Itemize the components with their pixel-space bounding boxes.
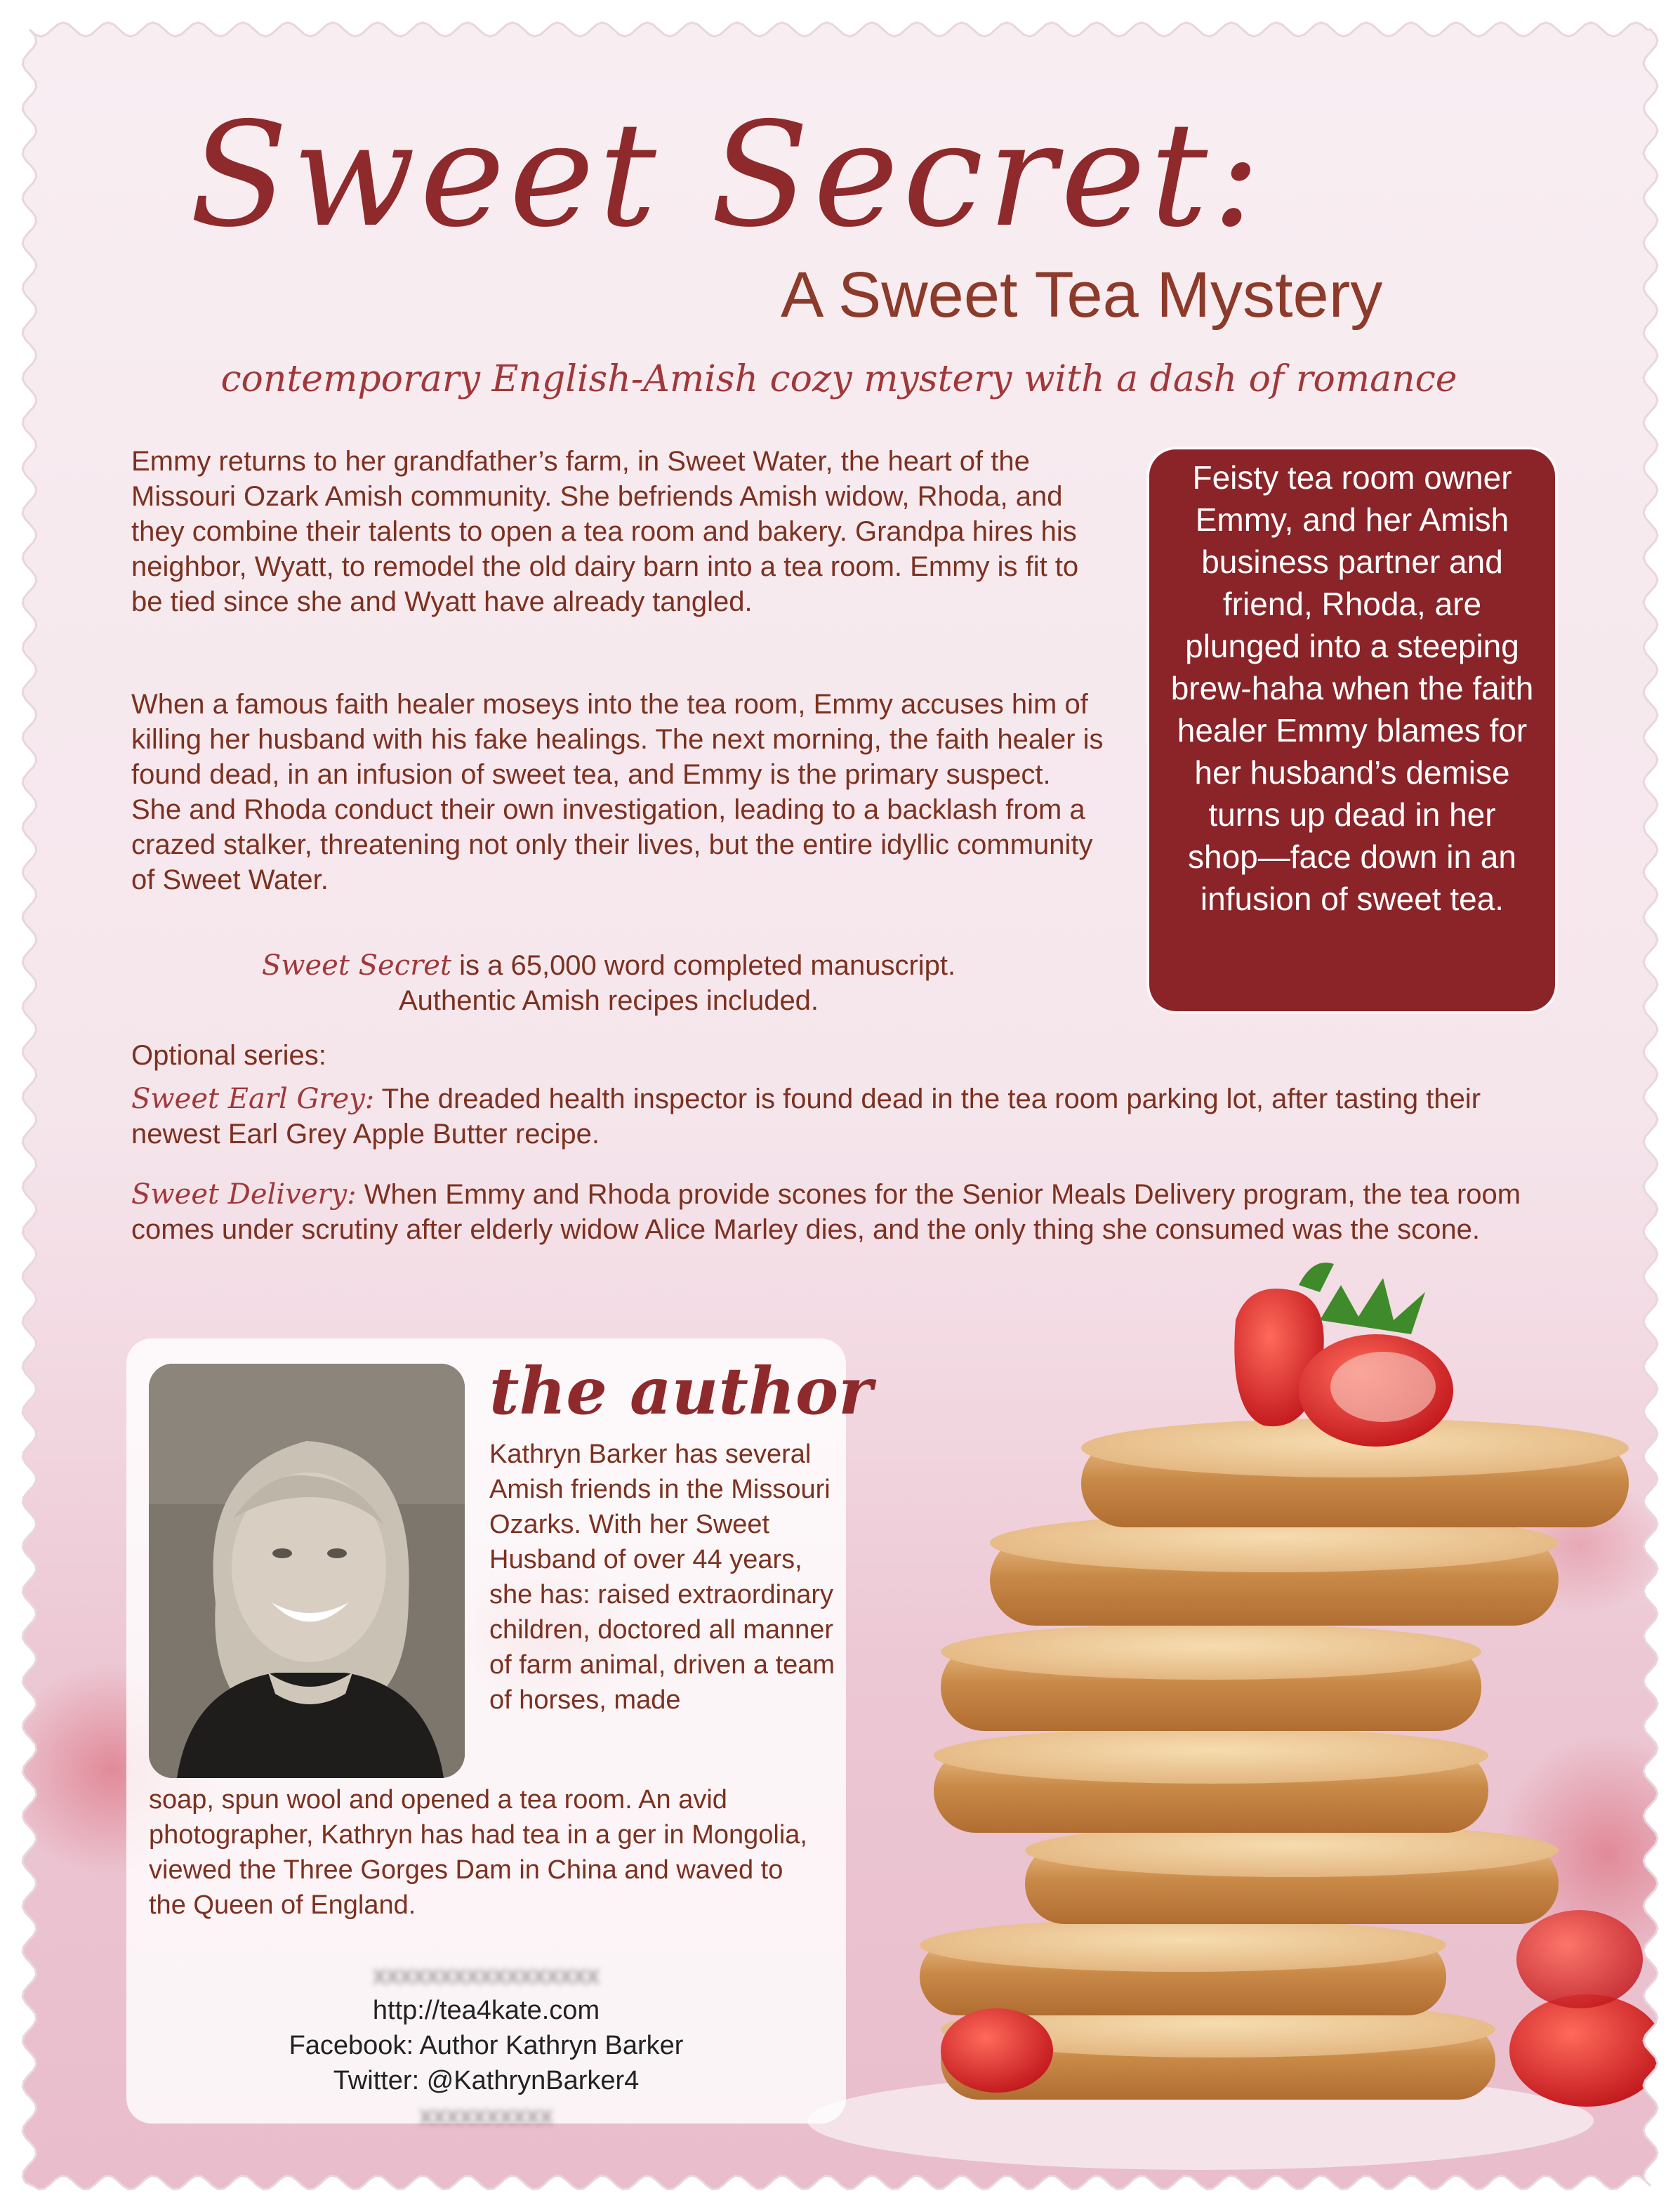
synopsis-paragraph-1: Emmy returns to her grandfather’s farm, in Sweet Water, the heart of the Missouri Ozark Amish community. She befriends Amish widow, Rhoda, and they combine their talents to open a tea room and bakery. Grandpa hires his neighbor, Wyatt, to remodel the old dairy barn into a tea room. Emmy is fit to be tied since she and Wyatt have already tangled. xyxy=(131,446,1079,617)
manuscript-note xyxy=(131,948,1086,1018)
manuscript-title: Sweet Secret xyxy=(261,949,451,982)
manuscript-line-1: is a 65,000 word completed manuscript. xyxy=(451,950,956,981)
author-portrait-image xyxy=(149,1364,465,1778)
twitter-link[interactable]: Twitter: @KathrynBarker4 xyxy=(333,2066,640,2095)
redacted-phone: xxxxxxxxxx xyxy=(419,2101,553,2131)
author-bio-bottom: soap, spun wool and opened a tea room. An avid photographer, Kathryn has had tea in a ger in Mongolia, viewed the Three Gorges Dam in China and waved to the Queen of England. xyxy=(149,1785,807,1920)
pitch-callout-box xyxy=(1149,449,1555,1011)
book-subtitle: A Sweet Tea Mystery xyxy=(781,259,1383,331)
redacted-email: xxxxxxxxxxxxxxxxx xyxy=(373,1961,600,1990)
series-title: Sweet Delivery: xyxy=(131,1178,357,1211)
manuscript-line-2: Authentic Amish recipes included. xyxy=(398,985,819,1016)
series-description: The dreaded health inspector is found dead in the tea room parking lot, after tasting their newest Earl Grey Apple Butter recipe. xyxy=(131,1084,1481,1150)
author-bio-top: Kathryn Barker has several Amish friends in the Missouri Ozarks. With her Sweet Husband of over 44 years, she has: raised extraordinary children, doctored all manner of farm animal, driven a team of horses, made xyxy=(489,1440,835,1715)
series-description: When Emmy and Rhoda provide scones for the Senior Meals Delivery program, the tea room comes under scrutiny after elderly widow Alice Marley dies, and the only thing she consumed was the scone. xyxy=(131,1179,1521,1245)
genre-tagline: contemporary English-Amish cozy mystery with a dash of romance xyxy=(220,358,1457,400)
website-link[interactable]: http://tea4kate.com xyxy=(372,1996,600,2025)
book-title: Sweet Secret: xyxy=(190,92,1265,259)
author-card xyxy=(126,1338,873,2131)
series-item xyxy=(131,1177,1556,1247)
synopsis-paragraph-2: When a famous faith healer moseys into the tea room, Emmy accuses him of killing her husband with his fake healings. The next morning, the faith healer is found dead, in an infusion of sweet tea, and Emmy is the primary suspect. She and Rhoda conduct their own investigation, leading to a backlash from a crazed stalker, threatening not only their lives, but the entire idyllic community of Sweet Water. xyxy=(131,689,1104,895)
author-photo xyxy=(149,1364,465,1778)
author-contact xyxy=(126,1958,846,2133)
series-title: Sweet Earl Grey: xyxy=(131,1083,375,1115)
author-heading: the author xyxy=(489,1353,873,1429)
optional-series-label: Optional series: xyxy=(131,1040,326,1071)
series-item xyxy=(131,1081,1556,1152)
pitch-callout-text: Feisty tea room owner Emmy, and her Amish business partner and friend, Rhoda, are plunged into a steeping brew-haha when the faith healer Emmy blames for her husband’s demise turns up dead in her shop—face down in an infusion of sweet tea. xyxy=(1170,459,1534,917)
facebook-link[interactable]: Facebook: Author Kathryn Barker xyxy=(289,2031,684,2060)
